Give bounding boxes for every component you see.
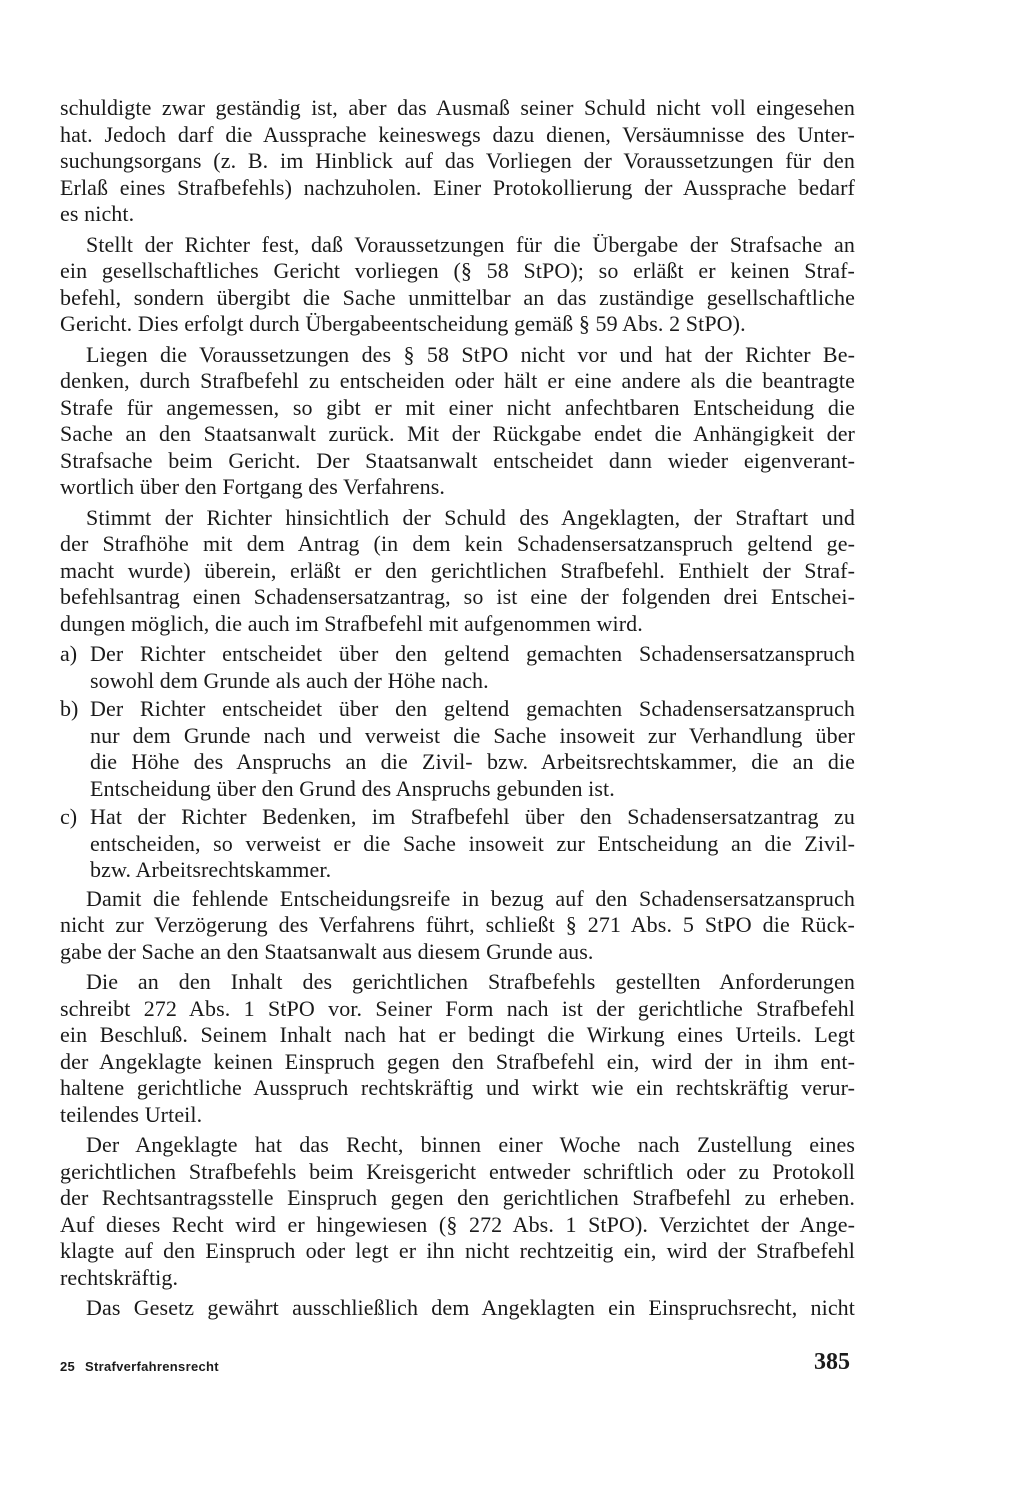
- text-before-list: [60, 95, 855, 637]
- text-line: rechtskräftig.: [60, 1264, 179, 1290]
- text-line: Der Angeklagte hat das Recht, binnen einer Woche nach Zustellung eines: [86, 1132, 855, 1157]
- signature-mark: [60, 1359, 219, 1374]
- text-line: suchungsorgans (z. B. im Hinblick auf das Vorliegen der Voraussetzungen für den: [60, 148, 855, 173]
- text-line: Der Richter entscheidet über den geltend gemachten Schadensersatzanspruch: [90, 641, 855, 666]
- text-line: Der Richter entscheidet über den geltend gemachten Schadensersatzanspruch: [90, 696, 855, 721]
- paragraph: [60, 969, 855, 1128]
- text-line: ein Beschluß. Seinem Inhalt nach hat er bedingt die Wirkung eines Urteils. Legt: [60, 1022, 855, 1047]
- paragraph: [60, 95, 855, 228]
- text-after-list: [60, 886, 855, 1322]
- text-line: nur dem Grunde nach und verweist die Sache insoweit zur Verhandlung über: [90, 722, 855, 748]
- list-item: [60, 696, 855, 802]
- text-line: Strafsache beim Gericht. Der Staatsanwalt entscheidet dann wieder eigenverant-: [60, 447, 855, 473]
- text-line: gerichtlichen Strafbefehls beim Kreisgericht entweder schriftlich oder zu Protokoll: [60, 1158, 855, 1184]
- text-line: hat. Jedoch darf die Aussprache keineswegs dazu dienen, Versäumnisse des Unter-: [60, 121, 855, 147]
- page-number: 385: [814, 1349, 850, 1375]
- text-line: wortlich über den Fortgang des Verfahrens.: [60, 474, 446, 499]
- text-line: die Höhe des Anspruchs an die Zivil- bzw. Arbeitsrechtskammer, die an die: [90, 749, 855, 774]
- text-line: entscheiden, so verweist er die Sache insoweit zur Entscheidung an die Zivil-: [90, 830, 855, 856]
- text-line: Auf dieses Recht wird er hingewiesen (§ 272 Abs. 1 StPO). Verzichtet der Ange-: [60, 1211, 855, 1237]
- text-line: Sache an den Staatsanwalt zurück. Mit der Rückgabe endet die Anhängigkeit der: [60, 421, 855, 446]
- text-line: haltene gerichtliche Ausspruch rechtskräftig und wirkt wie ein rechtskräftig verur-: [60, 1075, 855, 1100]
- list-item: [60, 641, 855, 694]
- paragraph: [60, 342, 855, 501]
- text-line: Damit die fehlende Entscheidungsreife in bezug auf den Schadensersatzanspruch: [86, 885, 855, 911]
- paragraph: [60, 1132, 855, 1291]
- text-line: macht wurde) überein, erläßt er den gerichtlichen Strafbefehl. Enthielt der Straf-: [60, 557, 855, 583]
- text-line: Gericht. Dies erfolgt durch Übergabeentscheidung gemäß § 59 Abs. 2 StPO).: [60, 311, 746, 336]
- page-body: [60, 95, 855, 1326]
- signature-number: 25: [60, 1359, 76, 1374]
- list-marker: b): [60, 696, 79, 721]
- text-line: Die an den Inhalt des gerichtlichen Strafbefehls gestellten Anforderungen: [86, 969, 855, 994]
- text-line: dungen möglich, die auch im Strafbefehl mit aufgenommen wird.: [60, 610, 643, 636]
- text-line: denken, durch Strafbefehl zu entscheiden oder hält er eine andere als die beantragte: [60, 368, 855, 393]
- list-marker: a): [60, 641, 78, 666]
- text-line: ein gesellschaftliches Gericht vorliegen (§ 58 StPO); so erläßt er keinen Straf-: [60, 258, 855, 283]
- paragraph: [60, 232, 855, 338]
- paragraph: [60, 1295, 855, 1322]
- text-line: nicht zur Verzögerung des Verfahrens führt, schließt § 271 Abs. 5 StPO die Rück-: [60, 912, 855, 937]
- text-line: der Angeklagte keinen Einspruch gegen den Strafbefehl ein, wird der in ihm ent-: [60, 1048, 855, 1074]
- text-line: befehlsantrag einen Schadensersatzantrag, so ist eine der folgenden drei Entschei-: [60, 584, 855, 609]
- text-line: Liegen die Voraussetzungen des § 58 StPO nicht vor und hat der Richter Be-: [86, 341, 855, 367]
- text-line: der Strafhöhe mit dem Antrag (in dem kein Schadensersatzanspruch geltend ge-: [60, 531, 855, 556]
- text-line: Hat der Richter Bedenken, im Strafbefehl über den Schadensersatzantrag zu: [90, 804, 855, 829]
- text-line: bzw. Arbeitsrechtskammer.: [90, 857, 332, 882]
- paragraph: [60, 505, 855, 638]
- text-line: klagte auf den Einspruch oder legt er ihn nicht rechtzeitig ein, wird der Strafbefehl: [60, 1238, 855, 1263]
- text-line: gabe der Sache an den Staatsanwalt aus diesem Grunde aus.: [60, 938, 594, 964]
- list-marker: c): [60, 804, 78, 829]
- text-line: Erlaß eines Strafbefehls) nachzuholen. Einer Protokollierung der Aussprache bedarf: [60, 174, 855, 200]
- text-line: schreibt 272 Abs. 1 StPO vor. Seiner Form nach ist der gerichtliche Strafbefehl: [60, 995, 855, 1021]
- text-line: schuldigte zwar geständig ist, aber das Ausmaß seiner Schuld nicht voll eingesehen: [60, 95, 855, 120]
- signature-title: Strafverfahrensrecht: [84, 1359, 219, 1374]
- text-line: Stellt der Richter fest, daß Voraussetzungen für die Übergabe der Strafsache an: [86, 231, 855, 257]
- text-line: Das Gesetz gewährt ausschließlich dem Angeklagten ein Einspruchsrecht, nicht: [86, 1295, 855, 1320]
- text-line: der Rechtsantragsstelle Einspruch gegen den gerichtlichen Strafbefehl zu erheben.: [60, 1185, 855, 1210]
- text-line: befehl, sondern übergibt die Sache unmittelbar an das zuständige gesellschaftliche: [60, 284, 855, 310]
- text-line: teilendes Urteil.: [60, 1101, 203, 1127]
- enumerated-list: [60, 641, 855, 884]
- text-line: es nicht.: [60, 201, 135, 226]
- page-footer: [60, 1349, 855, 1389]
- list-item: [60, 804, 855, 884]
- text-line: sowohl dem Grunde als auch der Höhe nach.: [90, 667, 489, 693]
- text-line: Stimmt der Richter hinsichtlich der Schuld des Angeklagten, der Straftart und: [86, 504, 855, 530]
- paragraph: [60, 886, 855, 966]
- text-line: Entscheidung über den Grund des Anspruchs gebunden ist.: [90, 775, 615, 801]
- text-line: Strafe für angemessen, so gibt er mit einer nicht anfechtbaren Entscheidung die: [60, 394, 855, 420]
